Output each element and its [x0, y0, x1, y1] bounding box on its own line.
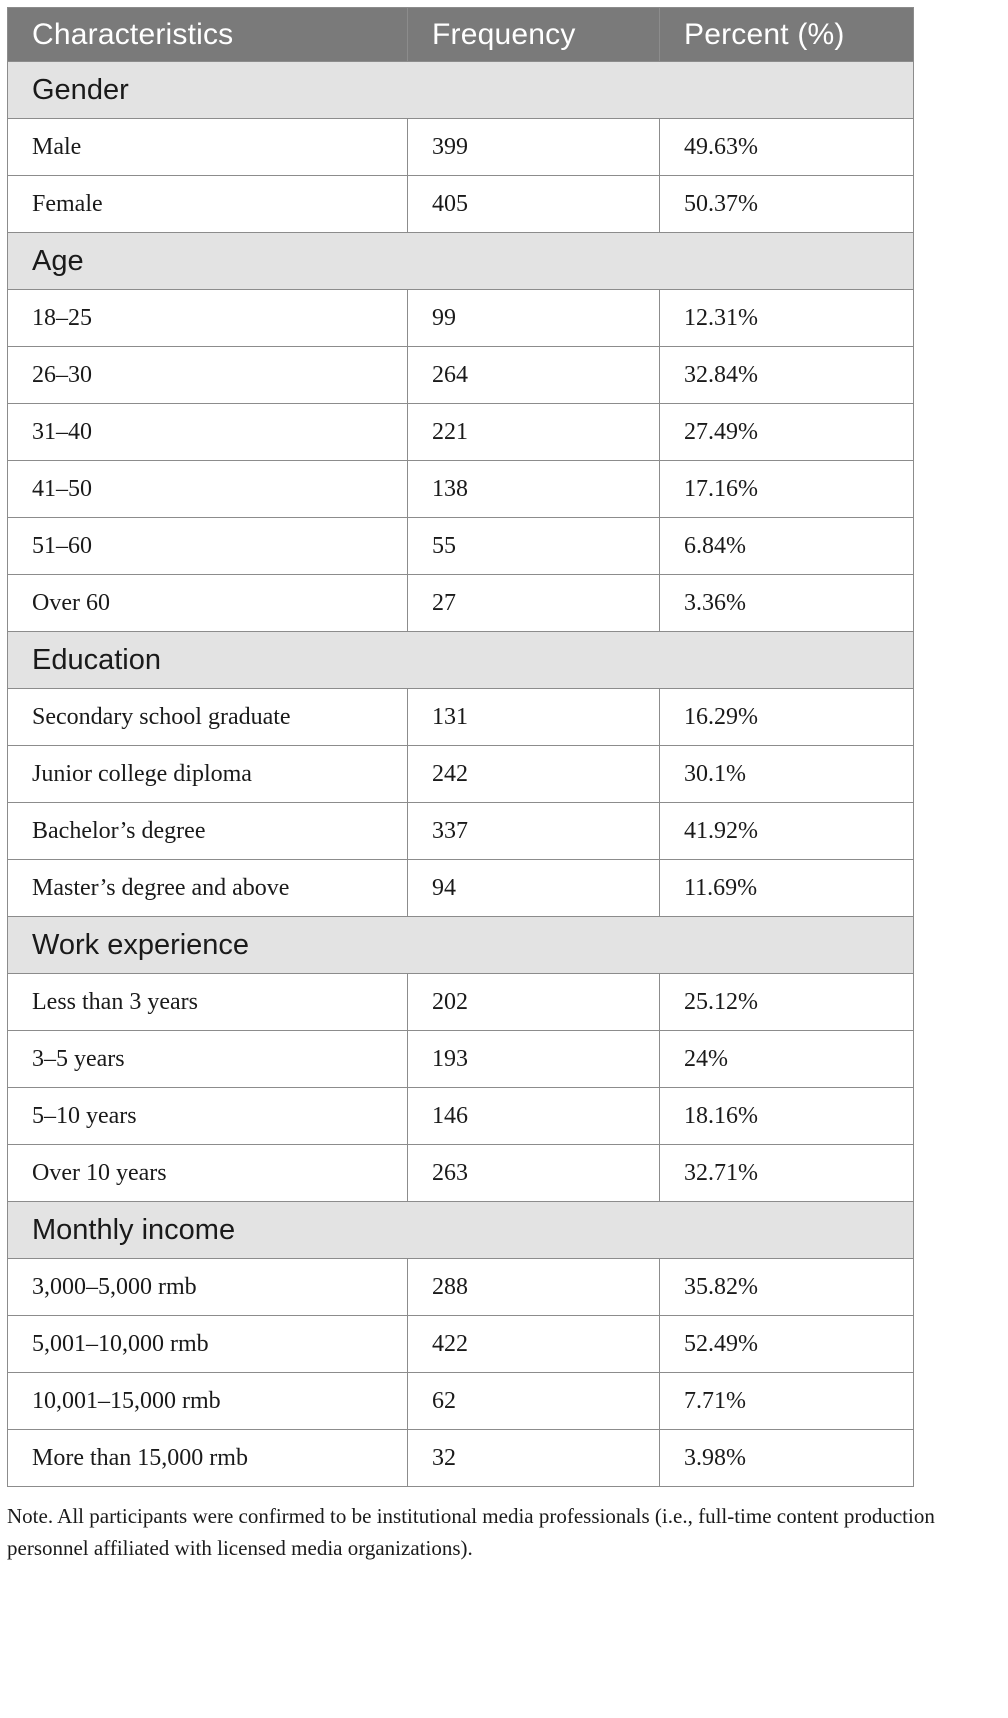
cell-characteristic: 3,000–5,000 rmb [8, 1259, 408, 1316]
section-title: Monthly income [8, 1202, 914, 1259]
cell-frequency: 94 [408, 860, 660, 917]
cell-frequency: 242 [408, 746, 660, 803]
cell-frequency: 221 [408, 404, 660, 461]
cell-percent: 35.82% [660, 1259, 914, 1316]
cell-characteristic: More than 15,000 rmb [8, 1430, 408, 1487]
table-row [8, 404, 914, 461]
cell-characteristic: Secondary school graduate [8, 689, 408, 746]
cell-characteristic: Female [8, 176, 408, 233]
cell-frequency: 399 [408, 119, 660, 176]
section-row [8, 233, 914, 290]
cell-frequency: 55 [408, 518, 660, 575]
cell-percent: 3.36% [660, 575, 914, 632]
section-row [8, 917, 914, 974]
cell-frequency: 146 [408, 1088, 660, 1145]
table-row [8, 1259, 914, 1316]
cell-frequency: 263 [408, 1145, 660, 1202]
cell-frequency: 264 [408, 347, 660, 404]
cell-characteristic: 5–10 years [8, 1088, 408, 1145]
table-row [8, 575, 914, 632]
table-row [8, 461, 914, 518]
table-row [8, 689, 914, 746]
table-body [8, 62, 914, 1487]
table-row [8, 860, 914, 917]
cell-characteristic: Master’s degree and above [8, 860, 408, 917]
cell-frequency: 193 [408, 1031, 660, 1088]
section-title: Work experience [8, 917, 914, 974]
cell-percent: 12.31% [660, 290, 914, 347]
cell-frequency: 62 [408, 1373, 660, 1430]
cell-percent: 18.16% [660, 1088, 914, 1145]
table-row [8, 974, 914, 1031]
cell-percent: 17.16% [660, 461, 914, 518]
cell-characteristic: Bachelor’s degree [8, 803, 408, 860]
cell-characteristic: Over 10 years [8, 1145, 408, 1202]
header-percent: Percent (%) [660, 8, 914, 62]
cell-frequency: 99 [408, 290, 660, 347]
table-row [8, 1430, 914, 1487]
cell-characteristic: 51–60 [8, 518, 408, 575]
header-frequency: Frequency [408, 8, 660, 62]
table-row [8, 176, 914, 233]
cell-characteristic: Male [8, 119, 408, 176]
cell-percent: 41.92% [660, 803, 914, 860]
cell-percent: 24% [660, 1031, 914, 1088]
section-title: Education [8, 632, 914, 689]
cell-characteristic: 5,001–10,000 rmb [8, 1316, 408, 1373]
cell-frequency: 288 [408, 1259, 660, 1316]
cell-percent: 30.1% [660, 746, 914, 803]
cell-percent: 3.98% [660, 1430, 914, 1487]
cell-percent: 27.49% [660, 404, 914, 461]
section-row [8, 632, 914, 689]
cell-frequency: 422 [408, 1316, 660, 1373]
cell-percent: 11.69% [660, 860, 914, 917]
table-row [8, 1088, 914, 1145]
cell-percent: 16.29% [660, 689, 914, 746]
demographics-table [7, 7, 914, 1487]
cell-frequency: 138 [408, 461, 660, 518]
table-note: Note. All participants were confirmed to be institutional media professionals (i.e., full-time content production personnel affiliated with licensed media organizations). [7, 1504, 935, 1560]
cell-percent: 52.49% [660, 1316, 914, 1373]
cell-characteristic: 31–40 [8, 404, 408, 461]
cell-percent: 50.37% [660, 176, 914, 233]
cell-percent: 32.84% [660, 347, 914, 404]
table-row [8, 1031, 914, 1088]
cell-frequency: 27 [408, 575, 660, 632]
cell-percent: 6.84% [660, 518, 914, 575]
header-row [8, 8, 914, 62]
demographics-table-container [7, 7, 913, 1487]
cell-frequency: 337 [408, 803, 660, 860]
table-row [8, 518, 914, 575]
section-row [8, 62, 914, 119]
table-row [8, 1316, 914, 1373]
cell-percent: 49.63% [660, 119, 914, 176]
section-title: Age [8, 233, 914, 290]
cell-frequency: 32 [408, 1430, 660, 1487]
table-row [8, 119, 914, 176]
cell-characteristic: 41–50 [8, 461, 408, 518]
cell-characteristic: 18–25 [8, 290, 408, 347]
table-row [8, 746, 914, 803]
cell-frequency: 131 [408, 689, 660, 746]
table-row [8, 1373, 914, 1430]
table-row [8, 803, 914, 860]
cell-characteristic: 3–5 years [8, 1031, 408, 1088]
section-title: Gender [8, 62, 914, 119]
cell-characteristic: 10,001–15,000 rmb [8, 1373, 408, 1430]
cell-frequency: 202 [408, 974, 660, 1031]
table-row [8, 290, 914, 347]
cell-characteristic: 26–30 [8, 347, 408, 404]
cell-characteristic: Junior college diploma [8, 746, 408, 803]
table-row [8, 1145, 914, 1202]
section-row [8, 1202, 914, 1259]
header-characteristics: Characteristics [8, 8, 408, 62]
cell-frequency: 405 [408, 176, 660, 233]
cell-percent: 7.71% [660, 1373, 914, 1430]
cell-characteristic: Less than 3 years [8, 974, 408, 1031]
cell-percent: 25.12% [660, 974, 914, 1031]
cell-percent: 32.71% [660, 1145, 914, 1202]
table-row [8, 347, 914, 404]
cell-characteristic: Over 60 [8, 575, 408, 632]
